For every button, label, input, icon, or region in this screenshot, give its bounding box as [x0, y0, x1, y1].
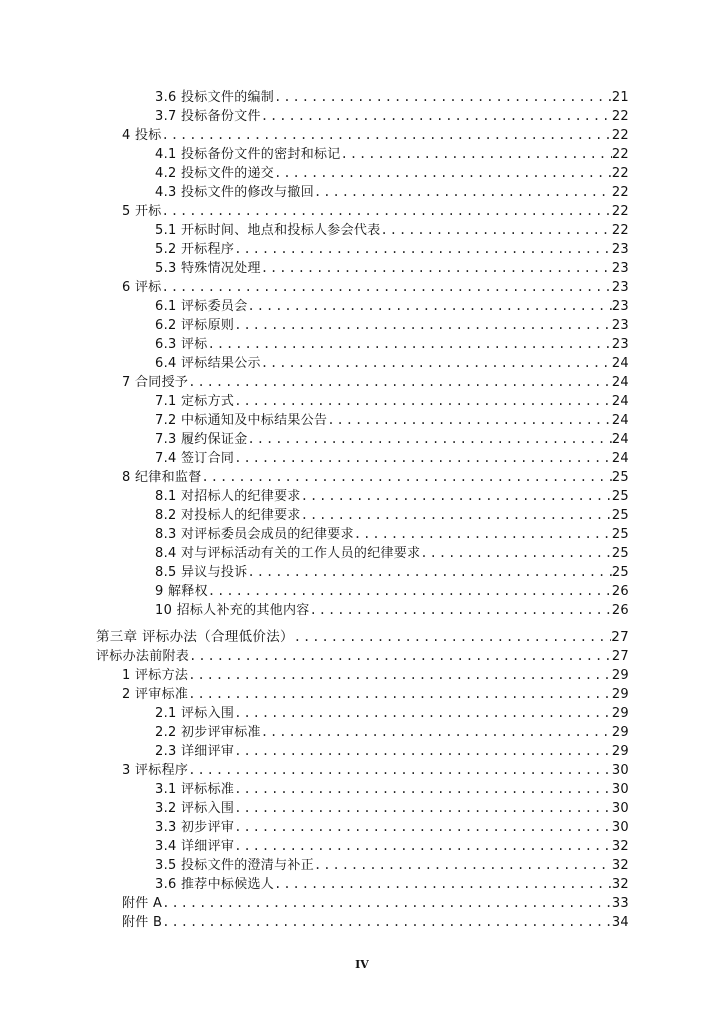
toc-entry-title: 7.4 签订合同	[155, 451, 235, 466]
toc-entry-title: 3.7 投标备份文件	[155, 109, 261, 124]
toc-leader-dots	[274, 164, 612, 183]
toc-entry-title: 第三章 评标办法（合理低价法）	[96, 629, 294, 645]
toc-entry-page: 32	[611, 839, 629, 854]
toc-entry[interactable]	[155, 799, 629, 818]
toc-entry-page: 23	[611, 242, 629, 257]
toc-entry[interactable]	[122, 468, 629, 487]
toc-leader-dots	[234, 799, 612, 818]
toc-entry-page: 22	[611, 223, 629, 238]
toc-entry[interactable]	[155, 164, 629, 183]
toc-entry-page: 29	[611, 706, 629, 721]
toc-leader-dots	[234, 742, 612, 761]
toc-entry-page: 22	[611, 204, 629, 219]
toc-entry-page: 32	[611, 877, 629, 892]
toc-leader-dots	[234, 780, 612, 799]
toc-entry-page: 30	[611, 782, 629, 797]
toc-entry-title: 8 纪律和监督	[122, 470, 202, 485]
toc-entry-title: 3.1 评标标准	[155, 782, 235, 797]
toc-entry-title: 5.2 开标程序	[155, 242, 235, 257]
toc-entry-page: 24	[611, 375, 629, 390]
toc-leader-dots	[162, 894, 612, 913]
toc-entry-page: 24	[611, 394, 629, 409]
toc-entry-title: 6 评标	[122, 280, 162, 295]
toc-leader-dots	[234, 449, 612, 468]
toc-leader-dots	[234, 316, 612, 335]
toc-leader-dots	[314, 856, 612, 875]
toc-entry-page: 33	[611, 896, 629, 911]
toc-leader-dots	[234, 818, 612, 837]
toc-leader-dots	[261, 723, 612, 742]
toc-entry[interactable]	[155, 145, 629, 164]
toc-entry[interactable]	[155, 780, 629, 799]
toc-entry[interactable]	[122, 761, 629, 780]
toc-entry-title: 7 合同授予	[122, 375, 189, 390]
toc-entry-title: 6.4 评标结果公示	[155, 356, 261, 371]
toc-entry-page: 27	[611, 629, 629, 645]
toc-entry-page: 25	[611, 489, 629, 504]
toc-entry[interactable]	[155, 837, 629, 856]
toc-entry[interactable]	[155, 875, 629, 894]
toc-entry-page: 25	[611, 508, 629, 523]
toc-entry[interactable]	[155, 487, 629, 506]
toc-entry-page: 22	[611, 128, 629, 143]
toc-entry-page: 29	[611, 744, 629, 759]
toc-leader-dots	[261, 354, 612, 373]
toc-entry[interactable]	[155, 723, 629, 742]
toc-entry[interactable]	[155, 449, 629, 468]
toc-leader-dots	[188, 761, 612, 780]
toc-entry-title: 4 投标	[122, 128, 162, 143]
toc-entry-page: 30	[611, 801, 629, 816]
toc-entry-page: 23	[611, 261, 629, 276]
toc-leader-dots	[274, 875, 612, 894]
toc-entry[interactable]	[96, 647, 629, 666]
toc-entry-title: 2 评审标准	[122, 687, 189, 702]
toc-leader-dots	[248, 297, 612, 316]
toc-entry-title: 8.3 对评标委员会成员的纪律要求	[155, 527, 354, 542]
toc-entry-title: 1 评标方法	[122, 668, 189, 683]
toc-entry-page: 29	[611, 687, 629, 702]
toc-entry-page: 22	[611, 185, 629, 200]
toc-leader-dots	[188, 373, 612, 392]
toc-entry[interactable]	[122, 278, 629, 297]
toc-entry[interactable]	[155, 183, 629, 202]
toc-entry-title: 3.6 推荐中标候选人	[155, 877, 275, 892]
toc-entry[interactable]	[155, 240, 629, 259]
toc-entry[interactable]	[122, 202, 629, 221]
toc-entry-title: 4.1 投标备份文件的密封和标记	[155, 147, 341, 162]
toc-entry-title: 3.5 投标文件的澄清与补正	[155, 858, 315, 873]
toc-entry-title: 5.1 开标时间、地点和投标人参会代表	[155, 223, 381, 238]
toc-leader-dots	[301, 487, 612, 506]
toc-entry-page: 27	[611, 649, 629, 664]
toc-entry-page: 23	[611, 337, 629, 352]
toc-entry-page: 23	[611, 318, 629, 333]
toc-leader-dots	[248, 563, 612, 582]
toc-entry[interactable]	[155, 544, 629, 563]
toc-entry[interactable]	[155, 704, 629, 723]
toc-entry-title: 2.3 详细评审	[155, 744, 235, 759]
toc-entry[interactable]	[155, 88, 629, 107]
toc-entry[interactable]	[155, 525, 629, 544]
toc-entry[interactable]	[155, 221, 629, 240]
toc-entry[interactable]	[155, 259, 629, 278]
page-number: IV	[355, 958, 369, 971]
toc-entry-title: 4.3 投标文件的修改与撤回	[155, 185, 315, 200]
toc-leader-dots	[208, 582, 612, 601]
toc-entry-page: 22	[611, 109, 629, 124]
toc-entry-title: 6.2 评标原则	[155, 318, 235, 333]
toc-leader-dots	[162, 913, 612, 932]
toc-entry[interactable]	[155, 316, 629, 335]
toc-entry-title: 7.2 中标通知及中标结果公告	[155, 413, 328, 428]
toc-leader-dots	[354, 525, 612, 544]
toc-entry-title: 9 解释权	[155, 584, 208, 599]
toc-entry[interactable]	[122, 373, 629, 392]
toc-leader-dots	[162, 126, 612, 145]
toc-entry-page: 21	[611, 90, 629, 105]
toc-entry-title: 3 评标程序	[122, 763, 189, 778]
toc-leader-dots	[261, 259, 612, 278]
toc-entry-title: 附件 A	[122, 896, 163, 911]
toc-entry-title: 2.2 初步评审标准	[155, 725, 261, 740]
toc-chapter-entry[interactable]	[96, 628, 629, 647]
toc-entry-title: 5.3 特殊情况处理	[155, 261, 261, 276]
toc-entry-page: 22	[611, 147, 629, 162]
toc-entry-page: 24	[611, 356, 629, 371]
toc-entry-title: 3.2 评标入围	[155, 801, 235, 816]
toc-entry[interactable]	[155, 742, 629, 761]
toc-leader-dots	[202, 468, 612, 487]
toc-entry-page: 32	[611, 858, 629, 873]
toc-leader-dots	[188, 666, 612, 685]
toc-entry-title: 2.1 评标入围	[155, 706, 235, 721]
toc-entry[interactable]	[155, 107, 629, 126]
toc-leader-dots	[341, 145, 612, 164]
toc-leader-dots	[234, 392, 612, 411]
toc-entry-page: 22	[611, 166, 629, 181]
toc-entry[interactable]	[155, 335, 629, 354]
toc-leader-dots	[188, 685, 612, 704]
toc-entry-page: 23	[611, 299, 629, 314]
toc-entry-title: 8.4 对与评标活动有关的工作人员的纪律要求	[155, 546, 421, 561]
toc-entry-page: 30	[611, 763, 629, 778]
toc-leader-dots	[162, 278, 612, 297]
toc-entry-title: 8.1 对招标人的纪律要求	[155, 489, 301, 504]
toc-leader-dots	[162, 202, 612, 221]
toc-entry-page: 25	[611, 470, 629, 485]
toc-entry[interactable]	[122, 913, 629, 932]
toc-entry-page: 29	[611, 725, 629, 740]
toc-entry-title: 7.3 履约保证金	[155, 432, 248, 447]
toc-entry[interactable]	[155, 506, 629, 525]
toc-entry[interactable]	[155, 601, 629, 620]
toc-entry-title: 5 开标	[122, 204, 162, 219]
toc-entry[interactable]	[155, 411, 629, 430]
toc-leader-dots	[234, 837, 612, 856]
toc-entry[interactable]	[122, 685, 629, 704]
toc-entry-page: 24	[611, 432, 629, 447]
toc-leader-dots	[420, 544, 611, 563]
toc-entry[interactable]	[155, 563, 629, 582]
toc-leader-dots	[381, 221, 612, 240]
toc-entry[interactable]	[155, 582, 629, 601]
toc-entry-page: 26	[611, 603, 629, 618]
toc-leader-dots	[274, 88, 612, 107]
toc-leader-dots	[189, 647, 612, 666]
toc-entry-page: 24	[611, 451, 629, 466]
toc-entry[interactable]	[155, 856, 629, 875]
toc-entry-page: 24	[611, 413, 629, 428]
toc-entry-title: 6.3 评标	[155, 337, 208, 352]
toc-entry[interactable]	[155, 354, 629, 373]
toc-entry-page: 34	[611, 915, 629, 930]
toc-leader-dots	[314, 183, 612, 202]
toc-entry-title: 4.2 投标文件的递交	[155, 166, 275, 181]
toc-entry-title: 10 招标人补充的其他内容	[155, 603, 310, 618]
toc-leader-dots	[294, 628, 611, 647]
toc-entry-title: 3.6 投标文件的编制	[155, 90, 275, 105]
toc-leader-dots	[261, 107, 612, 126]
toc-entry-page: 30	[611, 820, 629, 835]
toc-entry-title: 7.1 定标方式	[155, 394, 235, 409]
toc-entry-title: 评标办法前附表	[96, 649, 190, 664]
toc-entry-page: 25	[611, 527, 629, 542]
toc-entry[interactable]	[122, 126, 629, 145]
toc-entry-title: 8.2 对投标人的纪律要求	[155, 508, 301, 523]
toc-entry-page: 29	[611, 668, 629, 683]
toc-entry-title: 3.4 详细评审	[155, 839, 235, 854]
toc-entry[interactable]	[155, 392, 629, 411]
toc-entry-title: 附件 B	[122, 915, 163, 930]
toc-entry-title: 8.5 异议与投诉	[155, 565, 248, 580]
toc-entry-page: 25	[611, 565, 629, 580]
toc-leader-dots	[248, 430, 612, 449]
toc-entry[interactable]	[122, 894, 629, 913]
toc-leader-dots	[208, 335, 612, 354]
toc-leader-dots	[234, 240, 612, 259]
toc-leader-dots	[310, 601, 612, 620]
toc-entry-title: 6.1 评标委员会	[155, 299, 248, 314]
toc-entry-title: 3.3 初步评审	[155, 820, 235, 835]
toc-entry-page: 25	[611, 546, 629, 561]
toc-entry-page: 26	[611, 584, 629, 599]
toc-entry[interactable]	[155, 818, 629, 837]
toc-leader-dots	[234, 704, 612, 723]
toc-entry[interactable]	[155, 297, 629, 316]
toc-entry[interactable]	[122, 666, 629, 685]
toc-entry-page: 23	[611, 280, 629, 295]
toc-leader-dots	[301, 506, 612, 525]
toc-entry[interactable]	[155, 430, 629, 449]
toc-leader-dots	[327, 411, 612, 430]
